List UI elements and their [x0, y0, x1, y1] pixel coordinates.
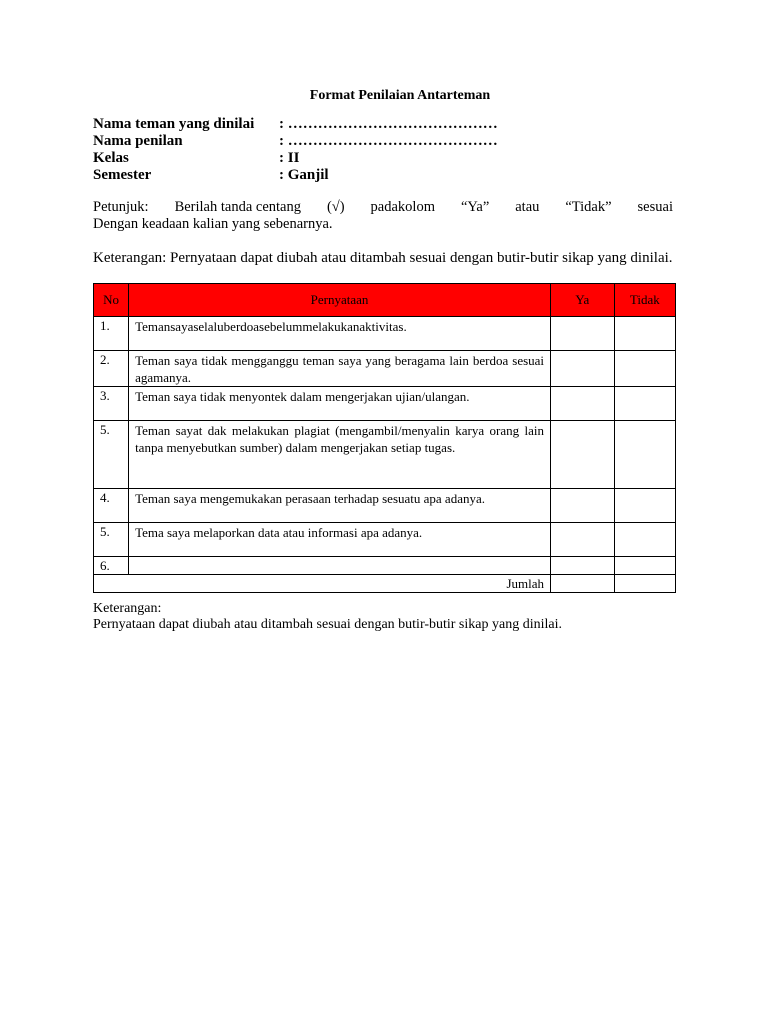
row-number: 4. [94, 489, 129, 523]
no-cell[interactable] [614, 317, 675, 351]
instr-word: “Tidak” [565, 199, 612, 215]
assessment-table [93, 283, 676, 593]
table-row [94, 489, 676, 523]
instr-word: atau [515, 199, 540, 215]
info-row-semester [93, 167, 498, 184]
yes-cell[interactable] [551, 387, 615, 421]
row-statement: Teman saya mengemukakan perasaan terhadap sesuatu apa adanya. [129, 489, 551, 523]
no-cell[interactable] [614, 421, 675, 489]
info-row-kelas [93, 150, 498, 167]
row-number: 5. [94, 421, 129, 489]
note-bottom [93, 601, 562, 633]
instr-word: sesuai [637, 199, 673, 215]
no-cell[interactable] [614, 351, 675, 387]
info-label: Semester [93, 167, 152, 183]
yes-cell[interactable] [551, 421, 615, 489]
note-top: Keterangan: Pernyataan dapat diubah atau ditambah sesuai dengan butir-butir sikap yang dinilai. [93, 250, 673, 266]
info-value: : Ganjil [279, 167, 329, 183]
header-no: No [94, 284, 129, 317]
total-label: Jumlah [94, 575, 551, 593]
info-label: Nama penilan [93, 133, 183, 149]
header-statement: Pernyataan [129, 284, 551, 317]
no-cell[interactable] [614, 489, 675, 523]
total-yes-cell[interactable] [551, 575, 615, 593]
table-header-row [94, 284, 676, 317]
row-number: 2. [94, 351, 129, 387]
table-row [94, 557, 676, 575]
info-label: Kelas [93, 150, 129, 166]
total-no-cell[interactable] [614, 575, 675, 593]
info-value: : …………………………………… [279, 116, 498, 132]
yes-cell[interactable] [551, 317, 615, 351]
row-number: 5. [94, 523, 129, 557]
no-cell[interactable] [614, 387, 675, 421]
instr-word: “Ya” [460, 199, 490, 215]
instr-word: Petunjuk: [93, 199, 149, 215]
identity-block [93, 116, 498, 184]
no-cell[interactable] [614, 523, 675, 557]
yes-cell[interactable] [551, 351, 615, 387]
instructions-line-2: Dengan keadaan kalian yang sebenarnya. [93, 216, 333, 232]
note-bottom-label: Keterangan: [93, 601, 162, 616]
instr-word: padakolom [370, 199, 435, 215]
header-no-answer: Tidak [614, 284, 675, 317]
instructions [93, 199, 673, 233]
info-value: : II [279, 150, 300, 166]
row-number: 1. [94, 317, 129, 351]
table-total-row [94, 575, 676, 593]
instructions-line-1 [93, 199, 673, 216]
instr-word: Berilah tanda centang [174, 199, 301, 215]
table-row [94, 351, 676, 387]
row-statement [129, 557, 551, 575]
row-statement: Tema saya melaporkan data atau informasi apa adanya. [129, 523, 551, 557]
row-number: 3. [94, 387, 129, 421]
row-number: 6. [94, 557, 129, 575]
table-row [94, 317, 676, 351]
table-row [94, 387, 676, 421]
row-statement: Teman sayat dak melakukan plagiat (mengambil/menyalin karya orang lain tanpa menyebutkan sumber) dalam mengerjakan setiap tugas. [129, 421, 551, 489]
row-statement: Teman saya tidak menyontek dalam mengerjakan ujian/ulangan. [129, 387, 551, 421]
info-row-nama-teman [93, 116, 498, 133]
row-statement: Temansayaselaluberdoasebelummelakukanaktivitas. [129, 317, 551, 351]
no-cell[interactable] [614, 557, 675, 575]
info-value: : …………………………………… [279, 133, 498, 149]
table-row [94, 421, 676, 489]
note-bottom-text: Pernyataan dapat diubah atau ditambah sesuai dengan butir-butir sikap yang dinilai. [93, 617, 562, 632]
header-yes: Ya [551, 284, 615, 317]
table-row [94, 523, 676, 557]
info-row-nama-penilai [93, 133, 498, 150]
yes-cell[interactable] [551, 523, 615, 557]
document-title: Format Penilaian Antarteman [309, 88, 491, 103]
instr-word: (√) [326, 199, 345, 215]
row-statement: Teman saya tidak mengganggu teman saya yang beragama lain berdoa sesuai agamanya. [129, 351, 551, 387]
yes-cell[interactable] [551, 489, 615, 523]
yes-cell[interactable] [551, 557, 615, 575]
info-label: Nama teman yang dinilai [93, 116, 255, 132]
